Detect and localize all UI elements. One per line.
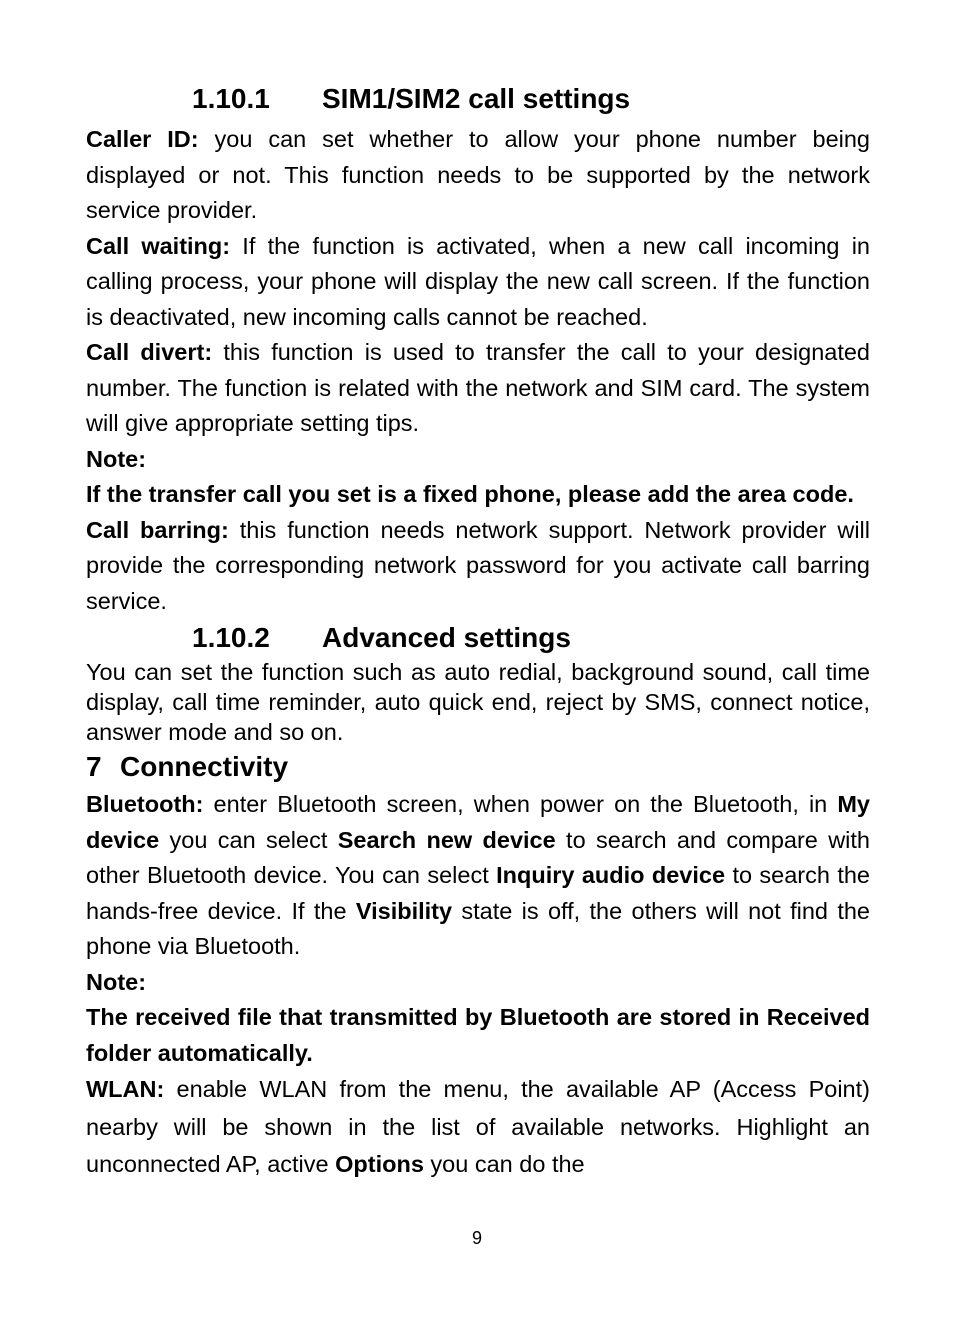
para-call-divert bbox=[86, 335, 870, 442]
para-text: enter Bluetooth screen, when power on the Bluetooth, in bbox=[203, 791, 838, 817]
para-text: enable WLAN from the menu, the available AP (Access Point) nearby will be shown in the list of available networks. Highlight an unconnected AP, active bbox=[86, 1076, 870, 1177]
term-label: WLAN: bbox=[86, 1076, 165, 1102]
note-text: The received file that transmitted by Bluetooth are stored in Received folder automatically. bbox=[86, 1004, 870, 1066]
term-visibility: Visibility bbox=[355, 897, 453, 924]
para-text: you can select bbox=[159, 826, 338, 853]
para-call-waiting bbox=[86, 229, 870, 336]
term-label: Caller ID: bbox=[86, 126, 199, 152]
term-search-new-device: Search new device bbox=[337, 826, 556, 853]
term-label: Call divert: bbox=[86, 339, 213, 365]
page-number: 9 bbox=[471, 1228, 482, 1248]
para-text: this function is used to transfer the call to your designated number. The function is related with the network and SIM card. The system will give appropriate setting tips. bbox=[86, 339, 870, 436]
para-text: you can set whether to allow your phone number being displayed or not. This function needs to be supported by the network service provider. bbox=[86, 126, 870, 223]
heading-number: 1.10.2 bbox=[192, 622, 270, 653]
para-text: you can do the bbox=[423, 1151, 585, 1177]
para-text: If the function is activated, when a new call incoming in calling process, your phone will display the new call screen. If the function is deactivated, new incoming calls cannot be reached. bbox=[86, 232, 870, 330]
heading-1-10-1 bbox=[86, 80, 870, 118]
para-wlan bbox=[86, 1071, 870, 1184]
heading-title: Advanced settings bbox=[322, 622, 571, 653]
heading-number: 7 bbox=[86, 751, 102, 782]
heading-1-10-2 bbox=[86, 619, 870, 657]
term-inquiry-audio-device: Inquiry audio device bbox=[496, 862, 726, 888]
para-caller-id bbox=[86, 122, 870, 229]
heading-number: 1.10.1 bbox=[192, 83, 270, 114]
term-options: Options bbox=[335, 1151, 424, 1177]
para-text: to search the hands-free device. If the bbox=[86, 862, 871, 924]
note-label: Note: bbox=[86, 445, 147, 472]
heading-7 bbox=[86, 747, 870, 787]
para-text: this function needs network support. Network provider will provide the corresponding network password for you activate call barring service. bbox=[86, 516, 870, 614]
note-text: If the transfer call you set is a fixed phone, please add the area code. bbox=[86, 481, 854, 507]
term-label: Bluetooth: bbox=[86, 791, 204, 817]
term-label: Call waiting: bbox=[86, 232, 231, 259]
page-content bbox=[86, 80, 870, 1184]
para-text: to search and compare with other Bluetooth device. You can select bbox=[86, 826, 870, 888]
term-my-device: My device bbox=[86, 791, 870, 853]
heading-title: Connectivity bbox=[120, 751, 289, 782]
heading-title: SIM1/SIM2 call settings bbox=[322, 83, 631, 114]
note-label: Note: bbox=[86, 968, 147, 995]
para-bluetooth bbox=[86, 787, 870, 965]
para-call-barring bbox=[86, 513, 870, 620]
term-label: Call barring: bbox=[86, 516, 229, 543]
para-text: state is off, the others will not find the phone via Bluetooth. bbox=[86, 897, 870, 959]
para-advanced-settings: You can set the function such as auto redial, background sound, call time display, call time reminder, auto quick end, reject by SMS, connect notice, answer mode and so on. bbox=[86, 659, 870, 745]
